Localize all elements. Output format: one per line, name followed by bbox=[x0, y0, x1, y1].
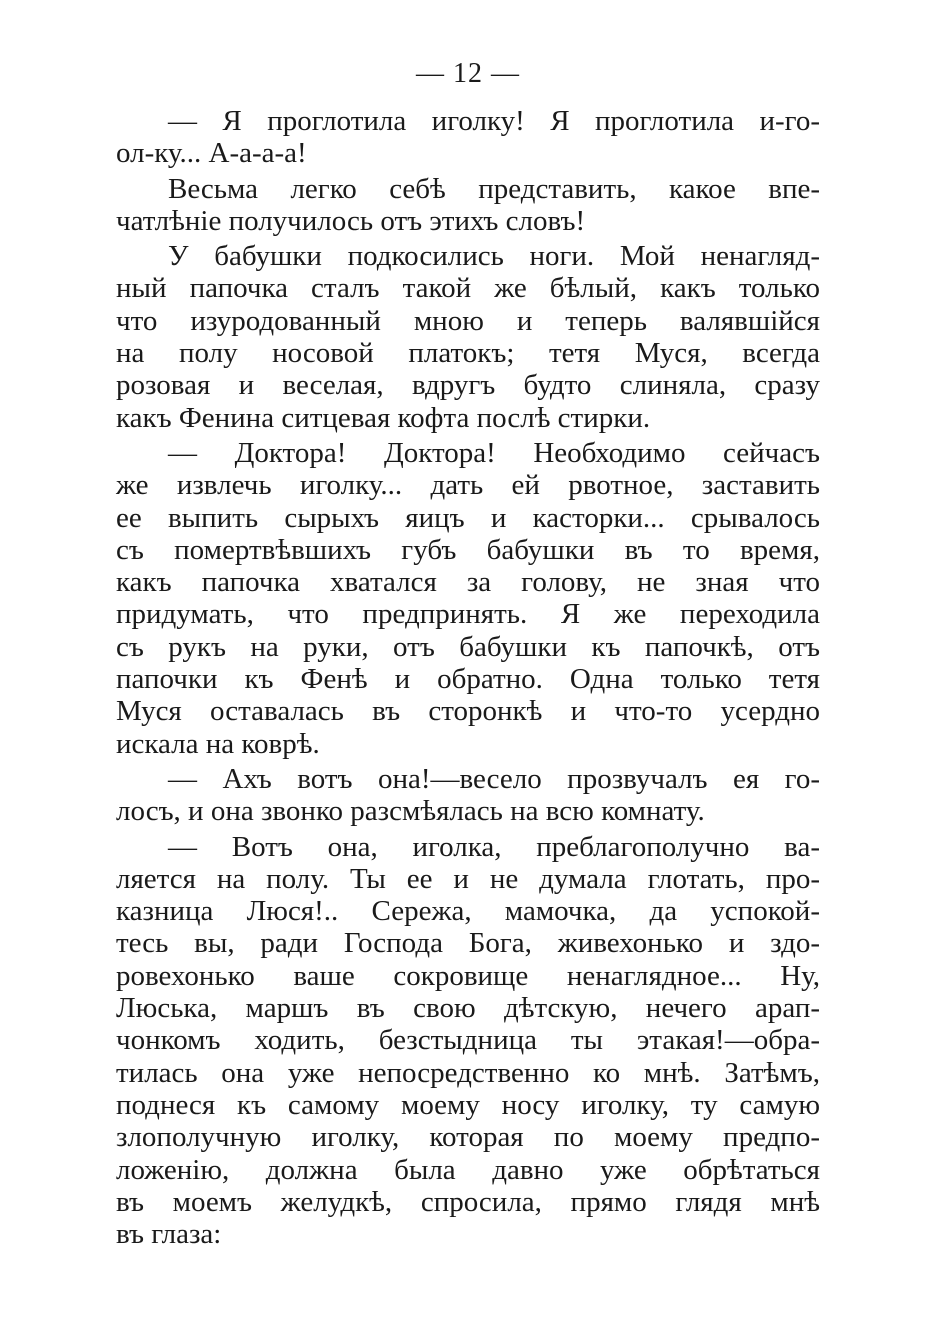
text-line: ный папочка сталъ такой же бѣлый, какъ только bbox=[116, 272, 820, 305]
text-line: какъ Фенина ситцевая кофта послѣ стирки. bbox=[116, 401, 651, 434]
text-line: въ моемъ желудкѣ, спросила, прямо глядя мнѣ bbox=[116, 1185, 820, 1218]
text-line: Муся оставалась въ сторонкѣ и что-то усердно bbox=[116, 695, 820, 728]
text-line: ровехонько ваше сокровище ненаглядное... Ну, bbox=[116, 959, 820, 992]
text-line: — Ахъ вотъ она!—весело прозвучалъ ея го- bbox=[168, 762, 820, 795]
text-line: казница Люся!.. Сережа, мамочка, да успокой- bbox=[116, 895, 820, 928]
text-line: — Доктора! Доктора! Необходимо сейчасъ bbox=[168, 436, 820, 469]
text-line: Люська, маршъ въ свою дѣтскую, нечего арап- bbox=[116, 992, 820, 1025]
text-line: лосъ, и она звонко разсмѣялась на всю комнату. bbox=[116, 795, 705, 828]
text-line: ляется на полу. Ты ее и не думала глотать, про- bbox=[116, 862, 820, 895]
text-line: тилась она уже непосредственно ко мнѣ. Затѣмъ, bbox=[116, 1056, 820, 1089]
text-line: съ помертвѣвшихъ губъ бабушки въ то время, bbox=[116, 533, 820, 566]
text-line: розовая и веселая, вдругъ будто слиняла, сразу bbox=[116, 369, 820, 402]
page-number: — 12 — bbox=[416, 58, 520, 89]
text-line: У бабушки подкосились ноги. Мой ненагляд- bbox=[168, 240, 820, 273]
text-line: ложенію, должна была давно уже обрѣтаться bbox=[116, 1153, 820, 1186]
text-line: на полу носовой платокъ; тетя Муся, всегда bbox=[116, 337, 820, 370]
text-line: какъ папочка хватался за голову, не зная что bbox=[116, 566, 820, 599]
text-line: чатлѣніе получилось отъ этихъ словъ! bbox=[116, 204, 586, 237]
text-line: ее выпить сырыхъ яицъ и касторки... срывалось bbox=[116, 501, 820, 534]
text-line: придумать, что предпринять. Я же переходила bbox=[116, 598, 820, 631]
text-line: папочки къ Фенѣ и обратно. Одна только тетя bbox=[116, 663, 820, 696]
text-line: тесь вы, ради Господа Бога, живехонько и здо- bbox=[116, 927, 820, 960]
text-line: чонкомъ ходить, безстыдница ты этакая!—обра- bbox=[116, 1024, 820, 1057]
text-line: что изуродованный мною и теперь валявшійся bbox=[116, 304, 820, 337]
text-line: съ рукъ на руки, отъ бабушки къ папочкѣ, отъ bbox=[116, 630, 820, 663]
text-line: — Я проглотила иголку! Я проглотила и-го- bbox=[168, 105, 820, 137]
text-line: же извлечь иголку... дать ей рвотное, заставить bbox=[116, 469, 820, 502]
text-line: ол-ку... А-а-а-а! bbox=[116, 137, 307, 170]
text-line: Весьма легко себѣ представить, какое впе- bbox=[168, 172, 820, 205]
text-line: въ глаза: bbox=[116, 1218, 222, 1251]
text-line: искала на коврѣ. bbox=[116, 727, 320, 760]
text-line: — Вотъ она, иголка, преблагополучно ва- bbox=[168, 830, 820, 863]
body-text bbox=[116, 105, 820, 1250]
text-line: злополучную иголку, которая по моему предпо- bbox=[116, 1121, 820, 1154]
text-line: поднеся къ самому моему носу иголку, ту самую bbox=[116, 1088, 820, 1121]
